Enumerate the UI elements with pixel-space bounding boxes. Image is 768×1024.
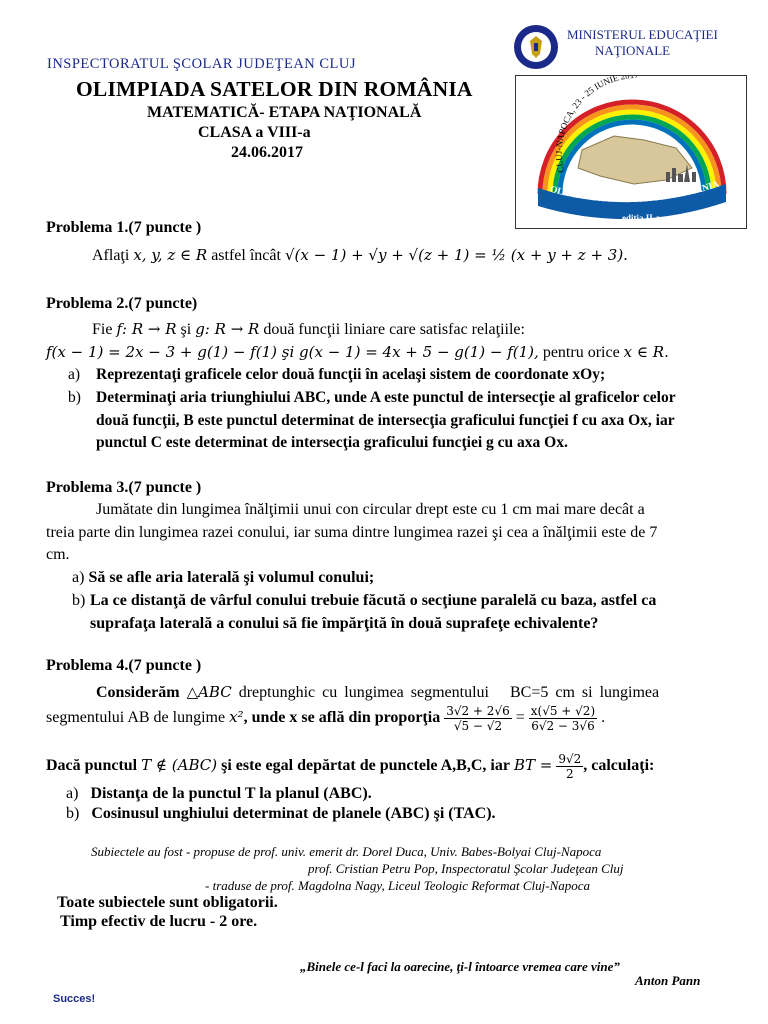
mandatory-note: Toate subiectele sunt obligatorii. <box>57 894 278 911</box>
olympiad-badge <box>515 75 747 229</box>
quote-text: „Binele ce-l faci la oarecine, ţi-l întoarce vremea care vine” <box>300 959 620 974</box>
ministry-name: MINISTERUL EDUCAŢIEI NAŢIONALE <box>567 27 718 58</box>
proportion-fraction-right: $\frac{x(√5 + √2)}{6√2 - 3√6}$ <box>530 704 596 733</box>
problem-2-line-1: Fie f: R → R şi g: R → R două funcţii liniare care satisfac relaţiile: <box>92 320 525 338</box>
problem-1-title: Problema 1.(7 puncte ) <box>46 219 202 236</box>
badge-edition: editia II-a <box>622 213 661 223</box>
subject-line: MATEMATICĂ- ETAPA NAŢIONALĂ <box>147 104 422 121</box>
problem-4-line-2: segmentului AB de lungime x², unde x se află din proporţia $\frac{3√2 + 2√6}{√5 - √2}$ = $\frac{x(√5 + √2)}{6√2 - 3√6}$ . <box>46 704 606 733</box>
institution-name: INSPECTORATUL ŞCOLAR JUDEŢEAN CLUJ <box>47 56 357 72</box>
bt-fraction: $\frac{9√2}{2}$ <box>558 752 582 781</box>
problem-3-statement: Jumătate din lungimea înălţimii unui con circular drept este cu 1 cm mai mare decât a treia parte din lungimea razei conului, iar suma dintre lungimea razei şi cea a înălţimii este de 7 cm. <box>46 501 658 563</box>
problem-4-title: Problema 4.(7 puncte ) <box>46 657 202 674</box>
problem-3-item-b: b) La ce distanţă de vârful conului trebuie făcută o secţiune paralelă cu baza, astfel ca suprafaţa laterală a conului să fie împărţită în două suprafeţe echivalente? <box>72 592 657 632</box>
grade-line: CLASA a VIII-a <box>198 124 311 141</box>
credits-line-1: Subiectele au fost - propuse de prof. univ. emerit dr. Dorel Duca, Univ. Babes-Bolyai Cluj-Napoca <box>91 844 602 859</box>
problem-4-item-b: b) Cosinusul unghiului determinat de planele (ABC) şi (TAC). <box>66 805 496 822</box>
quote-author: Anton Pann <box>635 973 701 988</box>
problem-4-line-3: Dacă punctul T ∉ (ABC) şi este egal depărtat de punctele A,B,C, iar BT = $\frac{9√2}{2}$ , calculaţi: <box>46 752 655 781</box>
government-logo-icon <box>513 24 559 70</box>
problem-2-line-2: f(x − 1) = 2x − 3 + g(1) − f(1) şi g(x − 1) = 4x + 5 − g(1) − f(1), pentru orice x ∈ R. <box>46 343 669 361</box>
credits-line-3: - traduse de prof. Magdolna Nagy, Liceul Teologic Reformat Cluj-Napoca <box>205 878 591 893</box>
problem-2-item-a: a) Reprezentaţi graficele celor două funcţii în acelaşi sistem de coordonate xOy; <box>68 366 606 383</box>
proportion-fraction-left: $\frac{3√2 + 2√6}{√5 - √2}$ <box>446 704 510 733</box>
problem-1-statement: Aflaţi x, y, z ∈ R astfel încât √(x − 1) + √y + √(z + 1) = ½ (x + y + z + 3). <box>92 246 628 264</box>
time-note: Timp efectiv de lucru - 2 ore. <box>60 913 258 930</box>
exam-date: 24.06.2017 <box>231 144 303 161</box>
badge-ribbon-text: OLIMPIADA SATELOR DIN ROMÂNIA <box>548 179 721 206</box>
problem-2-item-b: b) Determinaţi aria triunghiului ABC, unde A este punctul de intersecţie al graficelor celor două funcţii, B este punctul determinat de intersecţia graficului funcţiei f cu axa Ox, iar punctul C este determinat de intersecţia graficului funcţiei g cu axa Ox. <box>68 389 676 451</box>
succes-note: Succes! <box>53 993 96 1005</box>
problem-4-item-a: a) Distanţa de la punctul T la planul (ABC). <box>66 785 372 802</box>
problem-4-line-1: Considerăm △ABC dreptunghic cu lungimea segmentului BC=5 cm si lungimea <box>96 683 660 701</box>
problem-3-title: Problema 3.(7 puncte ) <box>46 479 202 496</box>
badge-arc-text: CLUJ-NAPOCA, 23 - 25 IUNIE 2 <box>553 76 626 174</box>
page-title: OLIMPIADA SATELOR DIN ROMÂNIA <box>76 77 473 101</box>
problem-2-title: Problema 2.(7 puncte) <box>46 295 198 312</box>
credits-line-2: prof. Cristian Petru Pop, Inspectoratul Şcolar Judeţean Cluj <box>308 861 624 876</box>
problem-3-item-a: a) Să se afle aria laterală şi volumul conului; <box>72 569 375 586</box>
